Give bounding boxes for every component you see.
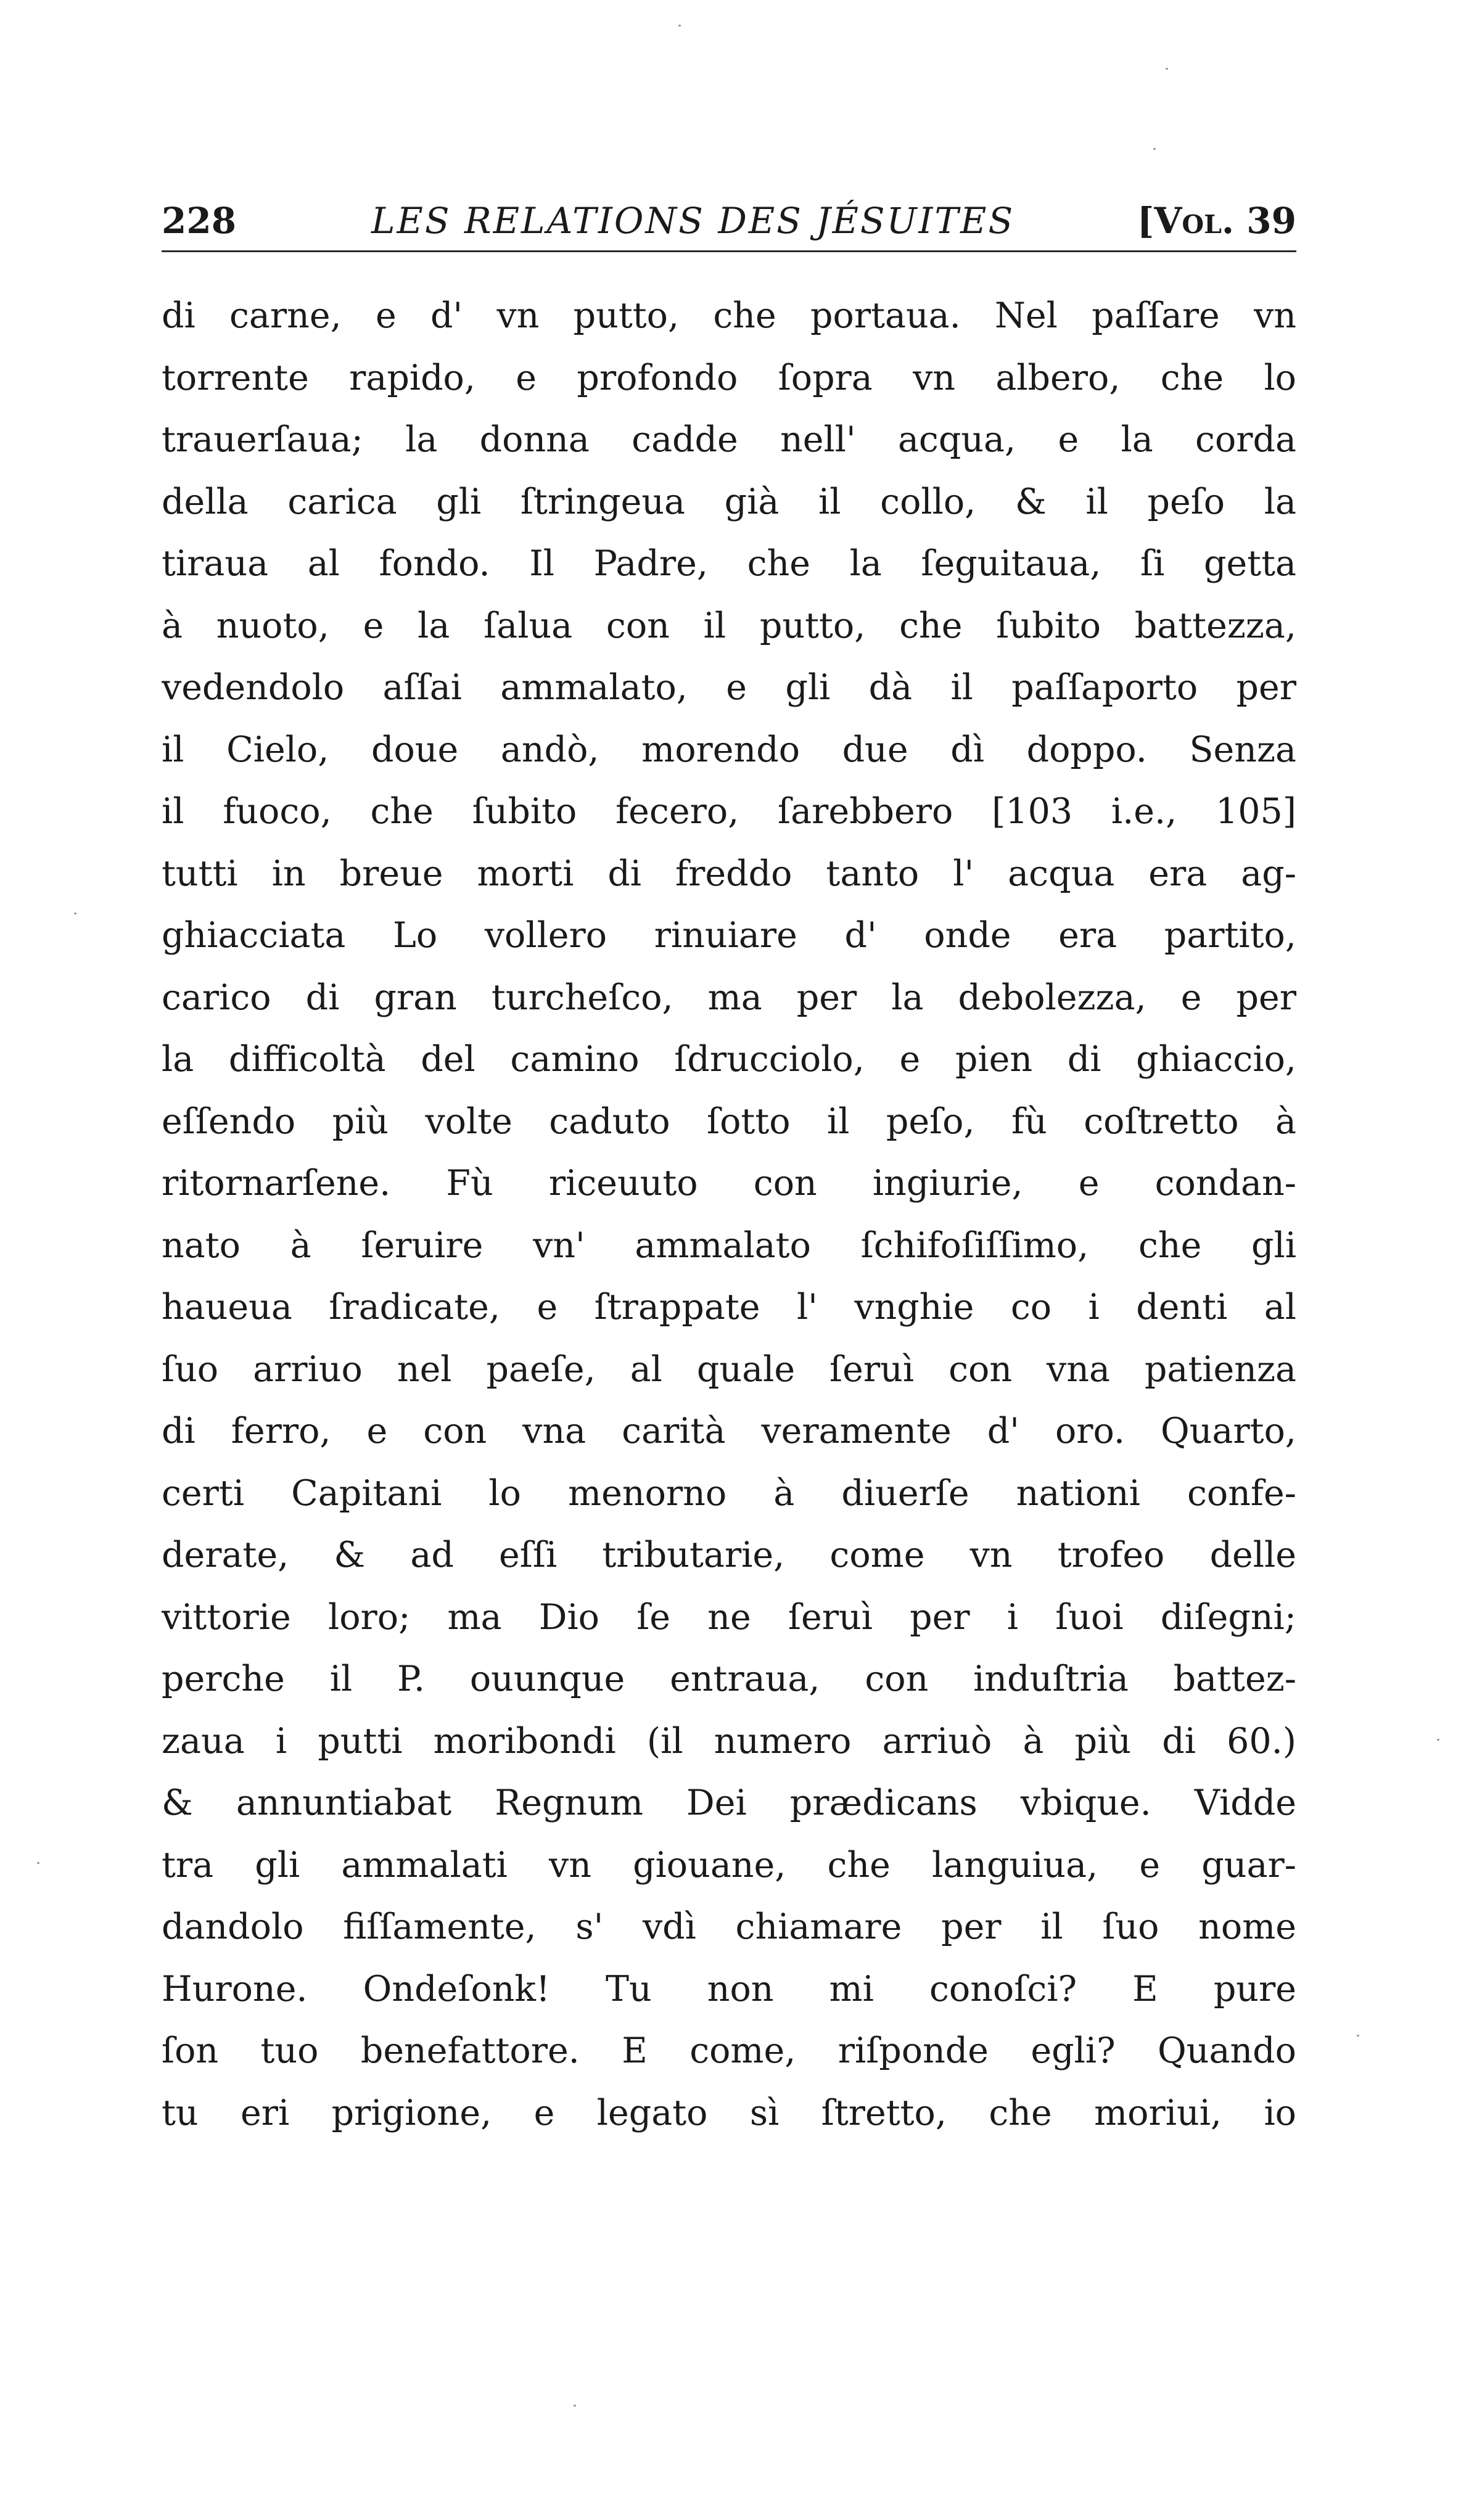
text-line: torrente rapido, e profondo ſopra vn albero, che lo: [162, 357, 1296, 398]
speck: [74, 913, 76, 914]
page-number: 228: [162, 200, 237, 242]
text-line: ritornarſene. Fù riceuuto con ingiurie, e condan-: [162, 1163, 1296, 1204]
text-line: vittorie loro; ma Dio ſe ne ſeruì per i ſuoi diſegni;: [162, 1596, 1296, 1638]
text-line: vedendolo aſſai ammalato, e gli dà il paſſaporto per: [162, 667, 1296, 708]
text-line: trauerſaua; la donna cadde nell' acqua, e la corda: [162, 419, 1296, 460]
text-line: la difficoltà del camino ſdrucciolo, e pien di ghiaccio,: [162, 1039, 1296, 1080]
text-line: della carica gli ſtringeua già il collo, & il peſo la: [162, 481, 1296, 522]
text-line: di carne, e d' vn putto, che portaua. Nel paſſare vn: [162, 295, 1296, 336]
text-line: Hurone. Ondeſonk! Tu non mi conoſci? E pure: [162, 1968, 1296, 2009]
text-line: di ferro, e con vna carità veramente d' oro. Quarto,: [162, 1411, 1296, 1451]
text-line: certi Capitani lo menorno à diuerſe nationi confe-: [162, 1472, 1296, 1514]
text-line: & annuntiabat Regnum Dei prædicans vbique. Vidde: [162, 1783, 1296, 1823]
speck: [1153, 148, 1156, 150]
text-line: dandolo fiſſamente, s' vdì chiamare per il ſuo nome: [162, 1906, 1296, 1947]
text-line: ſon tuo benefattore. E come, riſponde egli? Quando: [162, 2030, 1296, 2071]
text-line: tiraua al fondo. Il Padre, che la ſeguitaua, ſi getta: [162, 543, 1296, 584]
body-text: [162, 285, 1296, 2144]
text-line: il Cielo, doue andò, morendo due dì doppo. Senza: [162, 729, 1296, 770]
text-line: tu eri prigione, e legato sì ſtretto, che moriui, io: [162, 2092, 1296, 2133]
text-line: il fuoco, che ſubito fecero, ſarebbero [103 i.e., 105]: [162, 791, 1296, 832]
text-line: haueua ſradicate, e ſtrappate l' vnghie co i denti al: [162, 1287, 1296, 1328]
text-line: carico di gran turcheſco, ma per la debolezza, e per: [162, 977, 1296, 1018]
text-line: zaua i putti moribondi (il numero arriuò à più di 60.): [162, 1720, 1296, 1762]
text-line: à nuoto, e la ſalua con il putto, che ſubito battezza,: [162, 605, 1296, 646]
speck: [1357, 2035, 1359, 2037]
speck: [574, 2405, 576, 2407]
running-title: LES RELATIONS DES JÉSUITES: [371, 200, 1015, 242]
speck: [678, 25, 681, 27]
speck: [1437, 1739, 1439, 1741]
speck: [37, 1862, 39, 1864]
text-line: ghiacciata Lo vollero rinuiare d' onde era partito,: [162, 915, 1296, 956]
text-line: nato à ſeruire vn' ammalato ſchifoſiſſimo, che gli: [162, 1225, 1296, 1266]
speck: [1166, 68, 1168, 70]
text-line: tutti in breue morti di freddo tanto l' acqua era ag-: [162, 853, 1296, 894]
text-line: perche il P. ouunque entraua, con induſtria battez-: [162, 1659, 1296, 1699]
header-rule: [162, 250, 1296, 252]
text-line: derate, & ad eſſi tributarie, come vn trofeo delle: [162, 1535, 1296, 1575]
text-line: tra gli ammalati vn giouane, che languiua, e guar-: [162, 1844, 1296, 1886]
running-head: [162, 196, 1296, 245]
volume-label: [Vol. 39: [1137, 200, 1296, 242]
text-line: eſſendo più volte caduto ſotto il peſo, fù coſtretto à: [162, 1101, 1296, 1142]
text-line: ſuo arriuo nel paeſe, al quale ſeruì con vna patienza: [162, 1348, 1296, 1390]
